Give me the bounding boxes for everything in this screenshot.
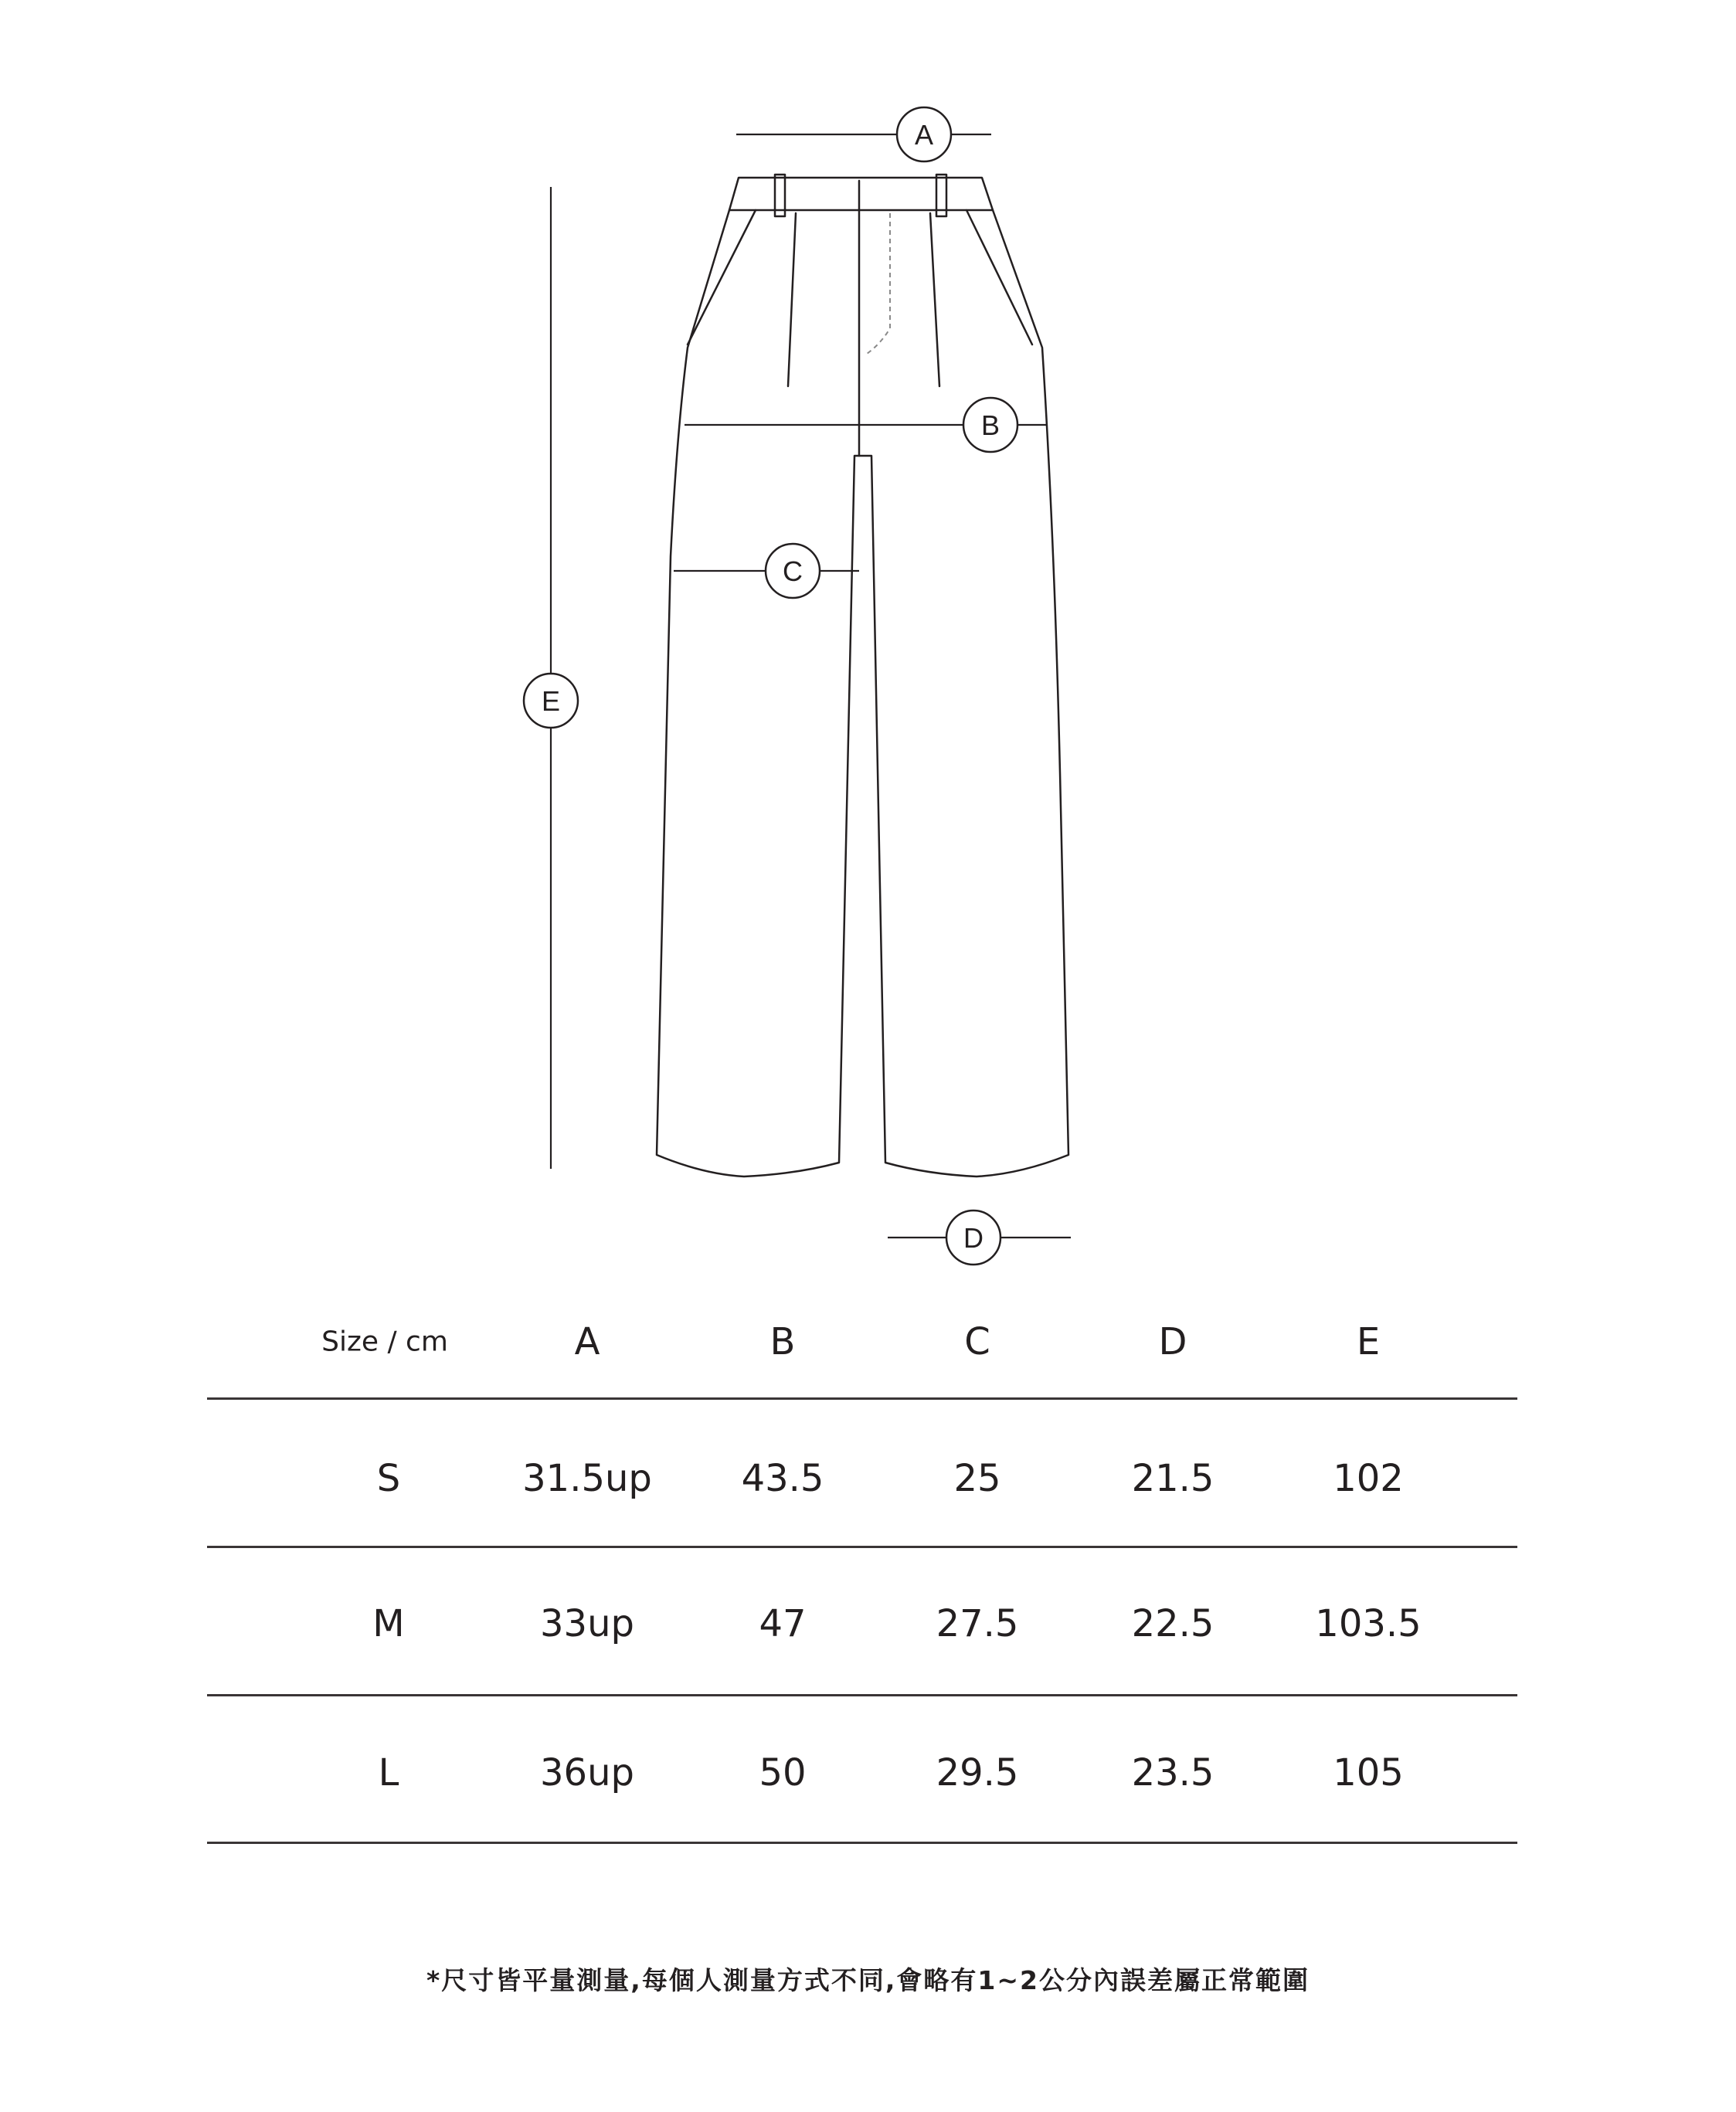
header-col-d: D bbox=[1158, 1320, 1187, 1363]
table-divider bbox=[207, 1694, 1517, 1696]
svg-text:D: D bbox=[963, 1222, 984, 1254]
table-cell: 23.5 bbox=[1131, 1751, 1215, 1795]
table-cell: 33up bbox=[540, 1602, 634, 1645]
table-cell: 25 bbox=[953, 1457, 1001, 1500]
header-size-label: Size / cm bbox=[321, 1326, 448, 1358]
row-size-l: L bbox=[378, 1751, 399, 1795]
measurement-footnote: *尺寸皆平量測量,每個人測量方式不同,會略有1~2公分內誤差屬正常範圍 bbox=[426, 1965, 1310, 1995]
table-cell: 43.5 bbox=[741, 1457, 824, 1500]
table-cell: 103.5 bbox=[1315, 1602, 1422, 1645]
table-cell: 102 bbox=[1333, 1457, 1404, 1500]
table-cell: 29.5 bbox=[936, 1751, 1019, 1795]
table-cell: 22.5 bbox=[1131, 1602, 1215, 1645]
table-cell: 27.5 bbox=[936, 1602, 1019, 1645]
table-divider bbox=[207, 1397, 1517, 1400]
header-col-b: B bbox=[769, 1320, 796, 1363]
table-cell: 50 bbox=[759, 1751, 807, 1795]
svg-text:C: C bbox=[783, 555, 803, 587]
header-col-c: C bbox=[964, 1320, 990, 1363]
table-cell: 31.5up bbox=[522, 1457, 652, 1500]
svg-text:B: B bbox=[980, 409, 1000, 441]
table-cell: 47 bbox=[759, 1602, 807, 1645]
table-divider bbox=[207, 1546, 1517, 1548]
header-col-e: E bbox=[1356, 1320, 1381, 1363]
svg-text:A: A bbox=[914, 119, 934, 151]
table-divider bbox=[207, 1842, 1517, 1844]
table-cell: 21.5 bbox=[1131, 1457, 1215, 1500]
header-col-a: A bbox=[574, 1320, 600, 1363]
table-cell: 36up bbox=[540, 1751, 634, 1795]
svg-text:E: E bbox=[541, 685, 561, 717]
row-size-s: S bbox=[376, 1457, 401, 1500]
table-cell: 105 bbox=[1333, 1751, 1404, 1795]
row-size-m: M bbox=[372, 1602, 405, 1645]
